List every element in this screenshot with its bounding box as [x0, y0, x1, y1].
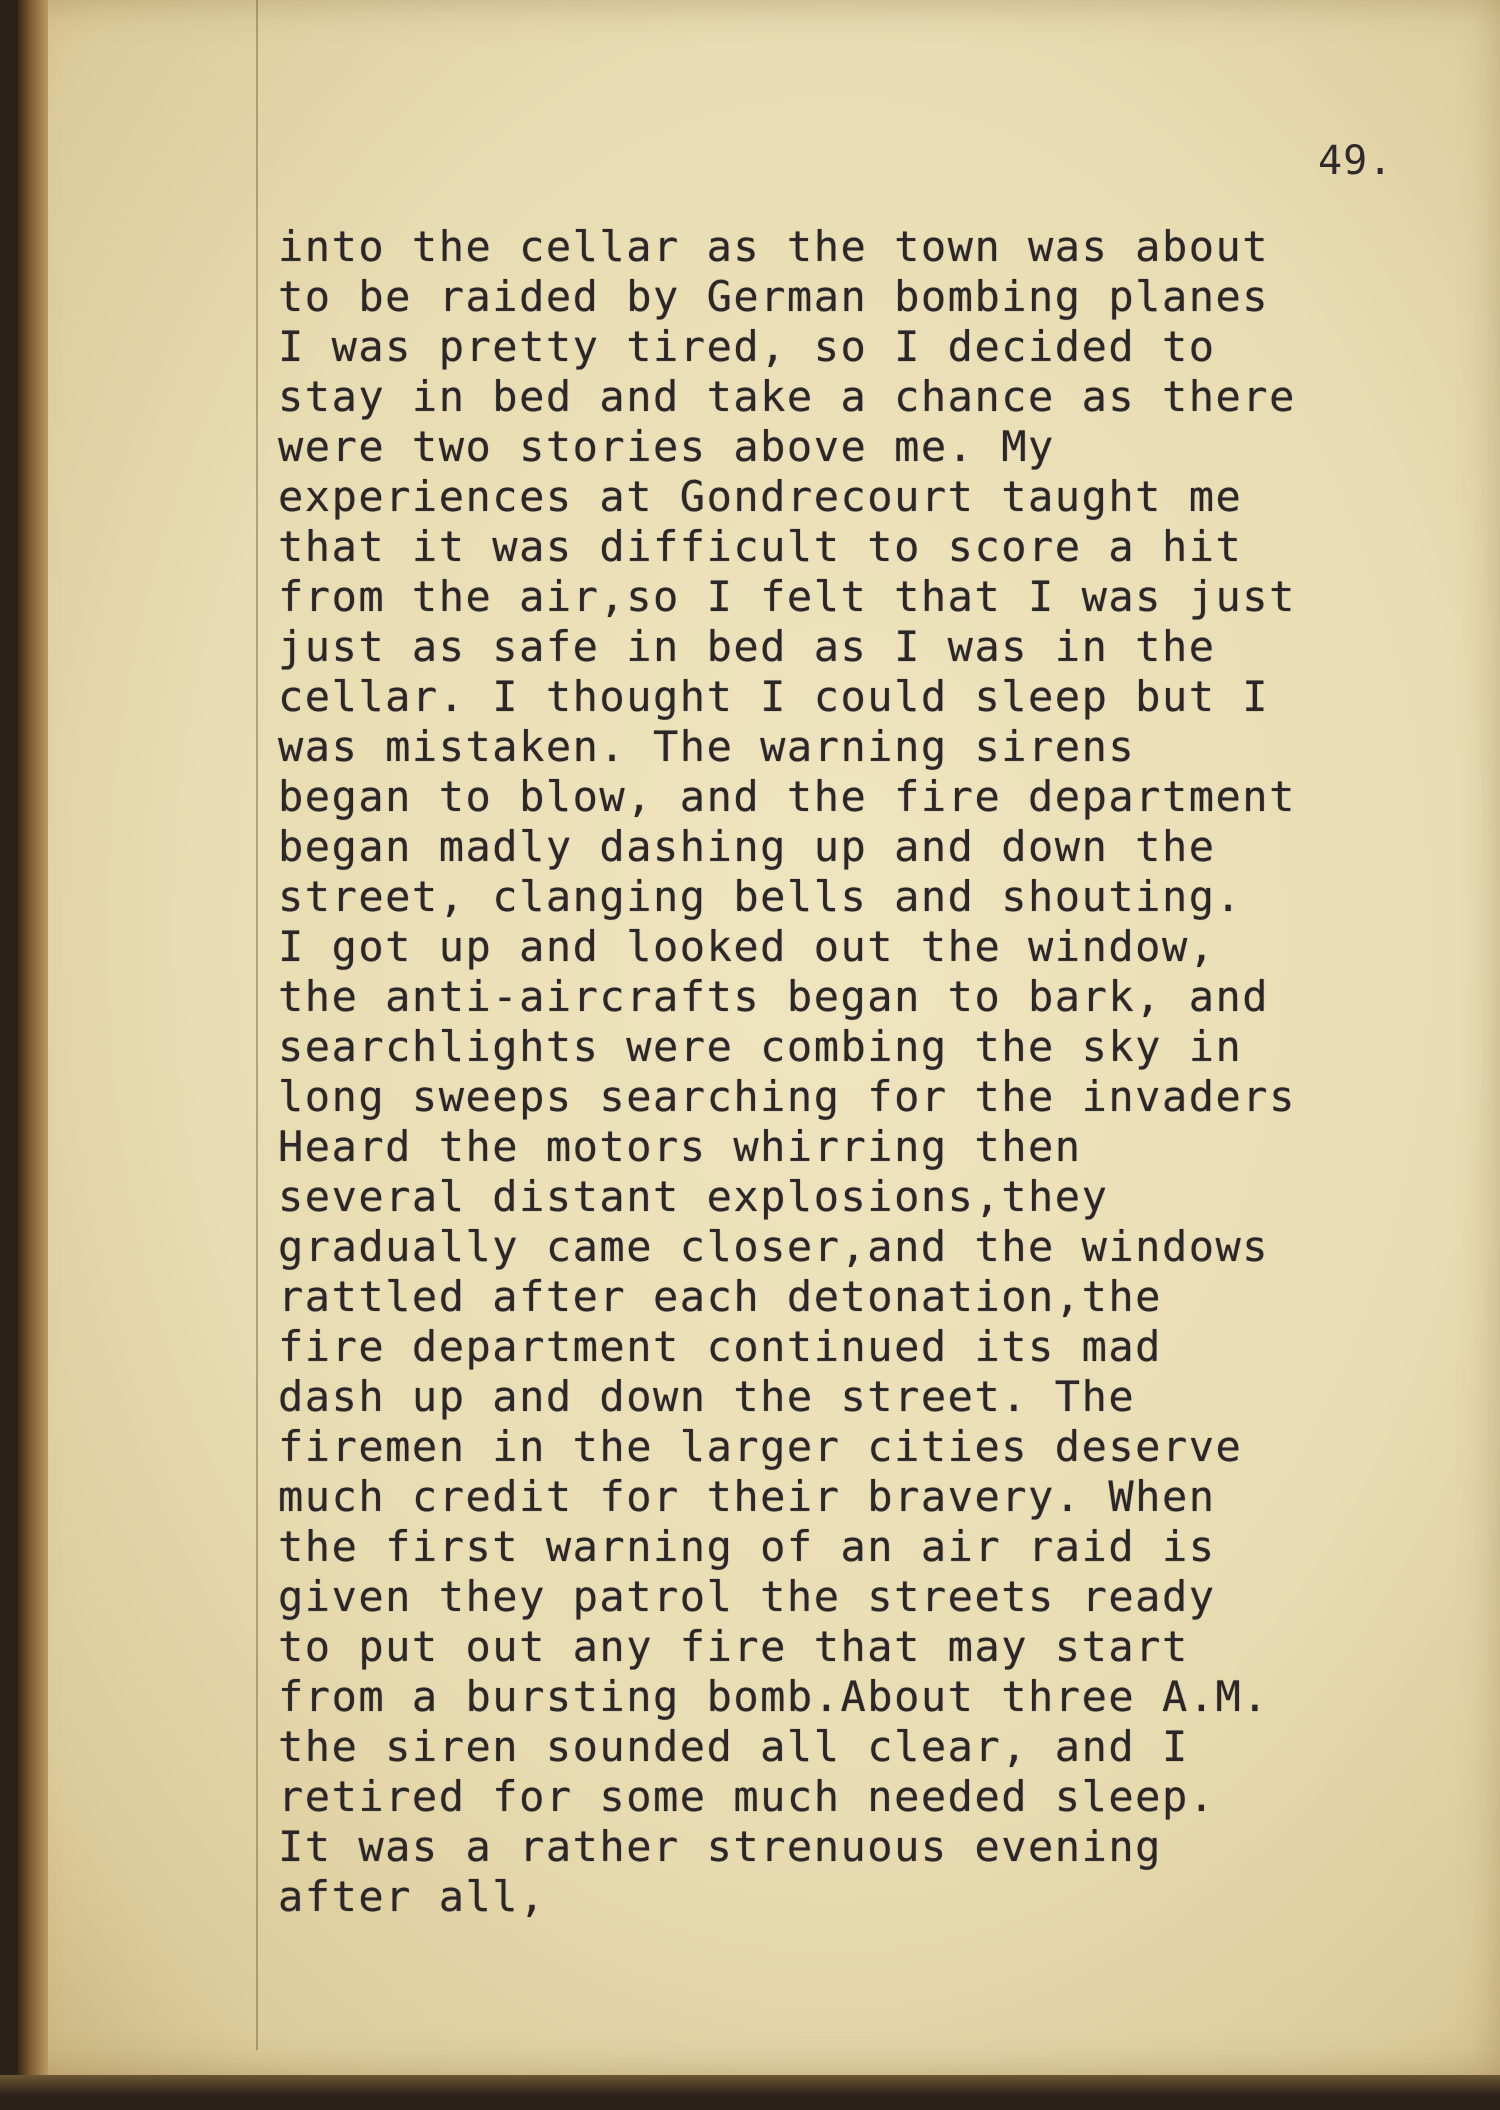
text-line: began madly dashing up and down the: [278, 822, 1216, 871]
page-number: 49.: [1318, 138, 1394, 184]
page-binding: [18, 0, 48, 2075]
text-line: rattled after each detonation,the: [278, 1272, 1162, 1321]
text-line: dash up and down the street. The: [278, 1372, 1136, 1421]
text-line: were two stories above me. My: [278, 422, 1055, 471]
text-line: fire department continued its mad: [278, 1322, 1162, 1371]
text-line: the siren sounded all clear, and I: [278, 1722, 1189, 1771]
text-line: several distant explosions,they: [278, 1172, 1109, 1221]
text-line: gradually came closer,and the windows: [278, 1222, 1270, 1271]
text-line: after all,: [278, 1872, 546, 1921]
text-line: from the air,so I felt that I was just: [278, 572, 1296, 621]
text-line: into the cellar as the town was about: [278, 222, 1270, 271]
text-line: the first warning of an air raid is: [278, 1522, 1216, 1571]
text-line: retired for some much needed sleep.: [278, 1772, 1216, 1821]
text-line: street, clanging bells and shouting.: [278, 872, 1243, 921]
text-line: to put out any fire that may start: [278, 1622, 1189, 1671]
text-line: firemen in the larger cities deserve: [278, 1422, 1243, 1471]
page-bottom-edge: [0, 2075, 1500, 2110]
text-line: that it was difficult to score a hit: [278, 522, 1243, 571]
text-line: given they patrol the streets ready: [278, 1572, 1216, 1621]
text-line: stay in bed and take a chance as there: [278, 372, 1296, 421]
text-line: It was a rather strenuous evening: [278, 1822, 1162, 1871]
text-line: Heard the motors whirring then: [278, 1122, 1082, 1171]
text-line: searchlights were combing the sky in: [278, 1022, 1243, 1071]
notebook-page: [18, 0, 1500, 2075]
text-line: cellar. I thought I could sleep but I: [278, 672, 1270, 721]
margin-rule: [256, 0, 258, 2050]
text-line: to be raided by German bombing planes: [278, 272, 1270, 321]
text-line: long sweeps searching for the invaders: [278, 1072, 1296, 1121]
text-line: I got up and looked out the window,: [278, 922, 1216, 971]
text-line: much credit for their bravery. When: [278, 1472, 1216, 1521]
text-line: the anti-aircrafts began to bark, and: [278, 972, 1270, 1021]
text-line: experiences at Gondrecourt taught me: [278, 472, 1243, 521]
text-line: began to blow, and the fire department: [278, 772, 1296, 821]
text-line: was mistaken. The warning sirens: [278, 722, 1136, 771]
text-line: from a bursting bomb.About three A.M.: [278, 1672, 1270, 1721]
typed-text-block: [278, 222, 1458, 1922]
text-line: I was pretty tired, so I decided to: [278, 322, 1216, 371]
text-line: just as safe in bed as I was in the: [278, 622, 1216, 671]
